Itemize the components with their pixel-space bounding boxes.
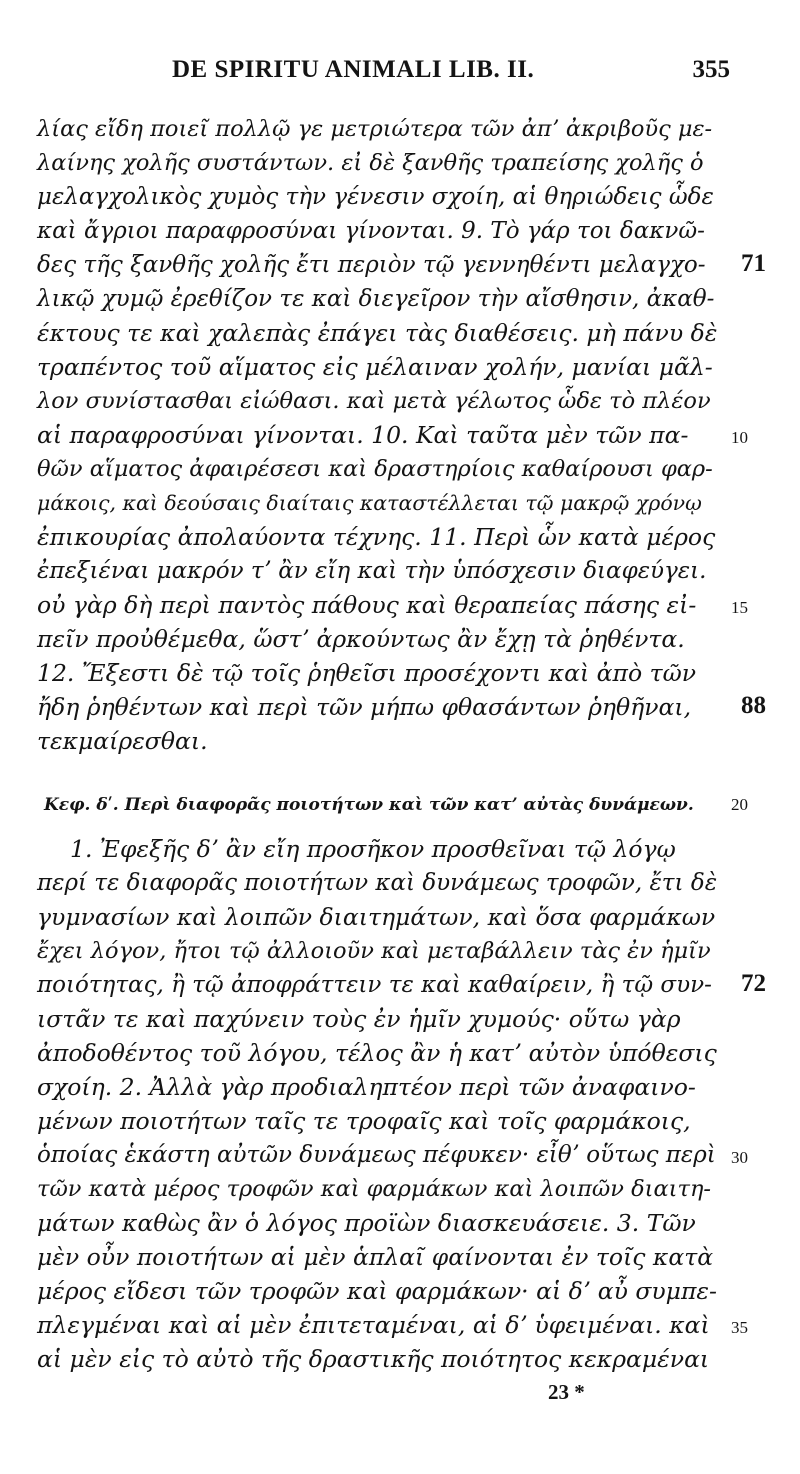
edition-page-ref: 71: [741, 250, 766, 277]
text-line: τῶν κατὰ μέρος τροφῶν καὶ φαρμάκων καὶ λοιπῶν διαιτη-: [37, 1176, 712, 1202]
text-line: μέρος εἴδεσι τῶν τροφῶν καὶ φαρμάκων· αἱ δʼ αὖ συμπε-: [37, 1277, 717, 1305]
text-line: περί τε διαφορᾶς ποιοτήτων καὶ δυνάμεως τροφῶν, ἔτι δὲ: [37, 870, 718, 896]
text-line: πεῖν προὐθέμεθα, ὥστʼ ἀρκούντως ἂν ἔχῃ τὰ ῥηθέντα.: [37, 625, 685, 653]
text-line: ποιότητας, ἢ τῷ ἀποφράττειν τε καὶ καθαίρειν, ἢ τῷ συν-: [37, 972, 712, 998]
line-number: 20: [731, 795, 748, 814]
line-number: 15: [731, 598, 748, 617]
text-line: ὁποίας ἑκάστη αὐτῶν δυνάμεως πέφυκεν· εἶθʼ οὕτως περὶ: [37, 1142, 716, 1168]
text-line: μάκοις, καὶ δεούσαις διαίταις καταστέλλεται τῷ μακρῷ χρόνῳ: [37, 491, 702, 515]
text-line: λαίνης χολῆς συστάντων. εἰ δὲ ξανθῆς τραπείσης χολῆς ὁ: [37, 150, 704, 176]
text-line: ἤδη ῥηθέντων καὶ περὶ τῶν μήπω φθασάντων ῥηθῆναι,: [37, 693, 692, 721]
line-number: 30: [731, 1148, 748, 1167]
text-line: θῶν αἵματος ἀφαιρέσεσι καὶ δραστηρίοις καθαίρουσι φαρ-: [37, 456, 713, 482]
text-line: ἐπικουρίας ἀπολαύοντα τέχνης. 11. Περὶ ὧν κατὰ μέρος: [37, 523, 716, 551]
edition-page-ref: 88: [741, 692, 766, 719]
text-line: καὶ ἄγριοι παραφροσύναι γίνονται. 9. Τὸ γάρ τοι δακνῶ-: [37, 218, 705, 244]
text-line: ἐπεξιέναι μακρόν τʼ ἂν εἴη καὶ τὴν ὑπόσχεσιν διαφεύγει.: [37, 558, 707, 584]
text-line: τεκμαίρεσθαι.: [37, 727, 208, 755]
text-line: οὐ γὰρ δὴ περὶ παντὸς πάθους καὶ θεραπείας πάσης εἰ-: [37, 591, 697, 619]
text-line: 12. Ἔξεστι δὲ τῷ τοῖς ῥηθεῖσι προσέχοντι καὶ ἀπὸ τῶν: [37, 659, 697, 687]
text-line: ἔχει λόγον, ἤτοι τῷ ἀλλοιοῦν καὶ μεταβάλλειν τὰς ἐν ἡμῖν: [37, 938, 711, 964]
chapter-heading: Κεφ. δʹ. Περὶ διαφορᾶς ποιοτήτων καὶ τῶν κατʼ αὐτὰς δυνάμεων.: [44, 795, 694, 815]
text-line: μελαγχολικὸς χυμὸς τὴν γένεσιν σχοίη, αἱ θηριώδεις ὧδε: [37, 184, 714, 210]
text-line: 1. Ἐφεξῆς δʼ ἂν εἴη προσῆκον προσθεῖναι τῷ λόγῳ: [70, 835, 676, 863]
text-line: ἀποδοθέντος τοῦ λόγου, τέλος ἂν ἡ κατʼ αὐτὸν ὑπόθεσις: [37, 1039, 717, 1067]
text-line: σχοίη. 2. Ἀλλὰ γὰρ προδιαληπτέον περὶ τῶν ἀναφαινο-: [37, 1073, 696, 1101]
text-line: λον συνίστασθαι εἰώθασι. καὶ μετὰ γέλωτος ὧδε τὸ πλέον: [37, 388, 711, 414]
text-line: αἱ μὲν εἰς τὸ αὐτὸ τῆς δραστικῆς ποιότητος κεκραμέναι: [37, 1345, 710, 1373]
line-number: 10: [731, 428, 748, 447]
text-line: μένων ποιοτήτων ταῖς τε τροφαῖς καὶ τοῖς φαρμάκοις,: [37, 1107, 691, 1135]
text-line: έκτους τε καὶ χαλεπὰς ἐπάγει τὰς διαθέσεις. μὴ πάνυ δὲ: [37, 319, 718, 347]
signature-mark: 23 *: [548, 1380, 585, 1404]
text-line: δες τῆς ξανθῆς χολῆς ἔτι περιὸν τῷ γεννηθέντι μελαγχο-: [37, 252, 706, 278]
text-line: λικῷ χυμῷ ἐρεθίζον τε καὶ διεγεῖρον τὴν αἴσθησιν, ἀκαθ-: [37, 286, 715, 312]
text-line: αἱ παραφροσύναι γίνονται. 10. Καὶ ταῦτα μὲν τῶν πα-: [37, 421, 689, 449]
text-line: τραπέντος τοῦ αἵματος εἰς μέλαιναν χολήν, μανίαι μᾶλ-: [37, 353, 713, 381]
text-line: ιστᾶν τε καὶ παχύνειν τοὺς ἐν ἡμῖν χυμούς· οὕτω γὰρ: [37, 1005, 681, 1033]
edition-page-ref: 72: [741, 970, 766, 997]
text-line: πλεγμέναι καὶ αἱ μὲν ἐπιτεταμέναι, αἱ δʼ ὑφειμέναι. καὶ: [37, 1311, 710, 1339]
text-line: λίας εἴδη ποιεῖ πολλῷ γε μετριώτερα τῶν ἀπʼ ἀκριβοῦς με-: [37, 116, 713, 142]
running-title: DE SPIRITU ANIMALI LIB. II.: [172, 56, 535, 83]
page-number: 355: [692, 56, 730, 83]
text-line: γυμνασίων καὶ λοιπῶν διαιτημάτων, καὶ ὅσα φαρμάκων: [37, 903, 716, 931]
running-head: [40, 56, 730, 96]
text-line: μὲν οὖν ποιοτήτων αἱ μὲν ἁπλαῖ φαίνονται ἐν τοῖς κατὰ: [37, 1243, 714, 1271]
text-line: μάτων καθὼς ἂν ὁ λόγος προϊὼν διασκευάσειε. 3. Τῶν: [37, 1209, 696, 1237]
line-number: 35: [731, 1318, 748, 1337]
